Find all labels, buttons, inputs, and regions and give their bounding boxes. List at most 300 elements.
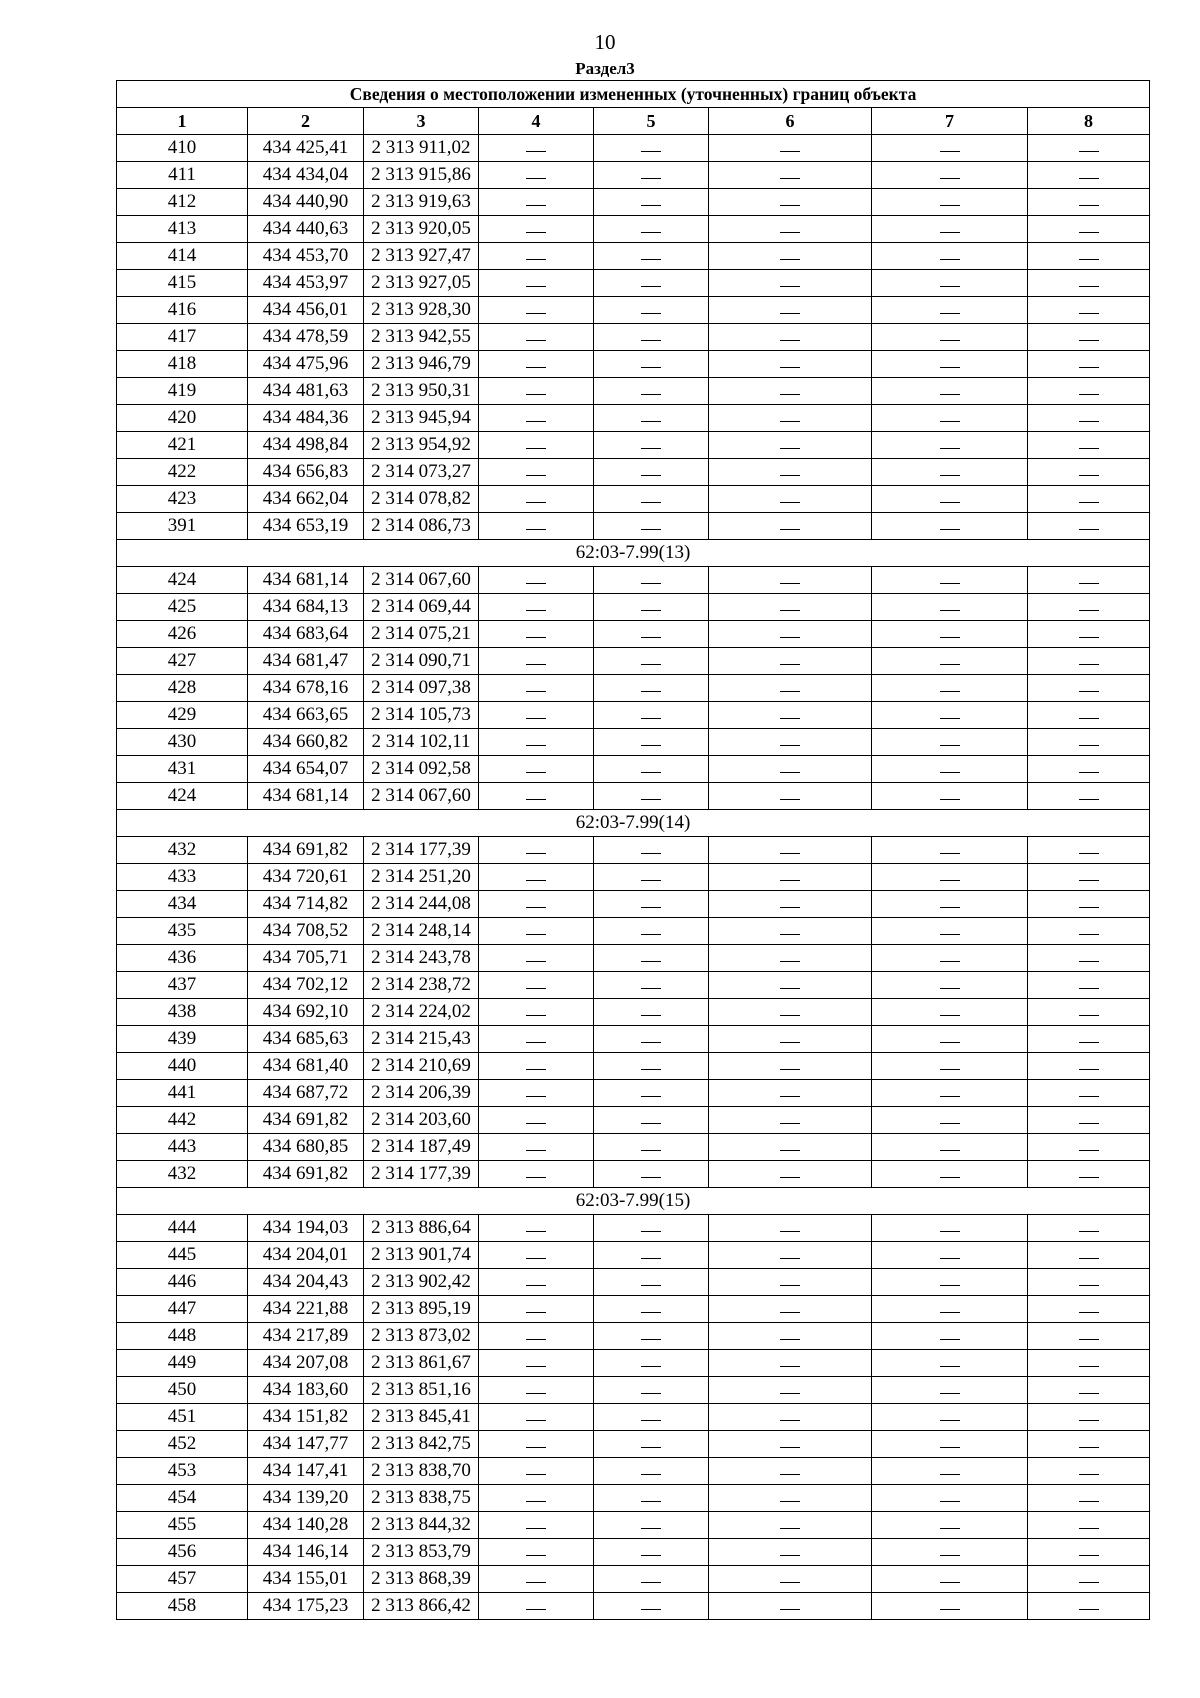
x-coordinate-cell: 434 498,84 bbox=[248, 432, 364, 459]
x-coordinate-cell: 434 653,19 bbox=[248, 513, 364, 540]
empty-value-cell bbox=[479, 243, 594, 270]
empty-value-cell bbox=[709, 1512, 872, 1539]
empty-value-dash bbox=[780, 691, 800, 692]
empty-value-dash bbox=[780, 799, 800, 800]
column-header: 1 bbox=[117, 108, 248, 135]
y-coordinate-cell: 2 314 067,60 bbox=[364, 567, 479, 594]
empty-value-cell bbox=[594, 621, 709, 648]
empty-value-dash bbox=[641, 421, 661, 422]
column-header: 2 bbox=[248, 108, 364, 135]
empty-value-cell bbox=[479, 1269, 594, 1296]
empty-value-cell bbox=[594, 567, 709, 594]
empty-value-cell bbox=[1028, 594, 1150, 621]
empty-value-dash bbox=[526, 853, 546, 854]
empty-value-cell bbox=[479, 1566, 594, 1593]
empty-value-dash bbox=[1079, 421, 1099, 422]
empty-value-dash bbox=[1079, 664, 1099, 665]
y-coordinate-cell: 2 313 851,16 bbox=[364, 1377, 479, 1404]
column-header: 8 bbox=[1028, 108, 1150, 135]
empty-value-cell bbox=[709, 1404, 872, 1431]
empty-value-dash bbox=[641, 286, 661, 287]
empty-value-dash bbox=[526, 691, 546, 692]
x-coordinate-cell: 434 456,01 bbox=[248, 297, 364, 324]
empty-value-dash bbox=[526, 1501, 546, 1502]
y-coordinate-cell: 2 313 942,55 bbox=[364, 324, 479, 351]
empty-value-cell bbox=[872, 837, 1028, 864]
empty-value-cell bbox=[479, 837, 594, 864]
y-coordinate-cell: 2 314 243,78 bbox=[364, 945, 479, 972]
empty-value-cell bbox=[709, 864, 872, 891]
empty-value-dash bbox=[940, 1528, 960, 1529]
empty-value-cell bbox=[1028, 513, 1150, 540]
point-number-cell: 434 bbox=[117, 891, 248, 918]
empty-value-dash bbox=[641, 1015, 661, 1016]
empty-value-cell bbox=[1028, 405, 1150, 432]
empty-value-cell bbox=[594, 999, 709, 1026]
y-coordinate-cell: 2 314 075,21 bbox=[364, 621, 479, 648]
empty-value-dash bbox=[641, 1285, 661, 1286]
x-coordinate-cell: 434 708,52 bbox=[248, 918, 364, 945]
empty-value-dash bbox=[526, 1069, 546, 1070]
empty-value-cell bbox=[1028, 837, 1150, 864]
y-coordinate-cell: 2 314 073,27 bbox=[364, 459, 479, 486]
empty-value-cell bbox=[479, 729, 594, 756]
empty-value-dash bbox=[1079, 880, 1099, 881]
y-coordinate-cell: 2 314 097,38 bbox=[364, 675, 479, 702]
empty-value-cell bbox=[709, 1485, 872, 1512]
y-coordinate-cell: 2 314 177,39 bbox=[364, 837, 479, 864]
empty-value-cell bbox=[594, 324, 709, 351]
empty-value-cell bbox=[872, 1323, 1028, 1350]
empty-value-cell bbox=[479, 999, 594, 1026]
empty-value-dash bbox=[641, 1366, 661, 1367]
x-coordinate-cell: 434 155,01 bbox=[248, 1566, 364, 1593]
x-coordinate-cell: 434 662,04 bbox=[248, 486, 364, 513]
empty-value-dash bbox=[780, 502, 800, 503]
empty-value-cell bbox=[709, 594, 872, 621]
point-number-cell: 411 bbox=[117, 162, 248, 189]
empty-value-dash bbox=[641, 637, 661, 638]
empty-value-dash bbox=[526, 475, 546, 476]
y-coordinate-cell: 2 313 845,41 bbox=[364, 1404, 479, 1431]
x-coordinate-cell: 434 663,65 bbox=[248, 702, 364, 729]
empty-value-dash bbox=[641, 880, 661, 881]
point-number-cell: 457 bbox=[117, 1566, 248, 1593]
group-label: 62:03-7.99(13) bbox=[117, 540, 1150, 567]
empty-value-cell bbox=[1028, 756, 1150, 783]
empty-value-cell bbox=[1028, 1242, 1150, 1269]
empty-value-cell bbox=[872, 567, 1028, 594]
empty-value-cell bbox=[709, 243, 872, 270]
empty-value-dash bbox=[780, 961, 800, 962]
column-header: 7 bbox=[872, 108, 1028, 135]
empty-value-dash bbox=[780, 988, 800, 989]
empty-value-cell bbox=[594, 216, 709, 243]
empty-value-dash bbox=[940, 934, 960, 935]
empty-value-cell bbox=[709, 432, 872, 459]
empty-value-cell bbox=[872, 1350, 1028, 1377]
table-row bbox=[117, 513, 1150, 540]
empty-value-cell bbox=[479, 1593, 594, 1620]
empty-value-cell bbox=[594, 513, 709, 540]
point-number-cell: 416 bbox=[117, 297, 248, 324]
empty-value-dash bbox=[780, 583, 800, 584]
empty-value-dash bbox=[526, 745, 546, 746]
empty-value-dash bbox=[526, 1177, 546, 1178]
empty-value-cell bbox=[594, 1323, 709, 1350]
empty-value-dash bbox=[780, 1528, 800, 1529]
x-coordinate-cell: 434 720,61 bbox=[248, 864, 364, 891]
column-header: 4 bbox=[479, 108, 594, 135]
empty-value-cell bbox=[1028, 1026, 1150, 1053]
empty-value-dash bbox=[780, 529, 800, 530]
empty-value-dash bbox=[940, 1366, 960, 1367]
empty-value-dash bbox=[940, 853, 960, 854]
table-row bbox=[117, 702, 1150, 729]
x-coordinate-cell: 434 183,60 bbox=[248, 1377, 364, 1404]
table-row bbox=[117, 270, 1150, 297]
empty-value-dash bbox=[1079, 907, 1099, 908]
empty-value-dash bbox=[641, 799, 661, 800]
empty-value-cell bbox=[872, 513, 1028, 540]
empty-value-cell bbox=[594, 1161, 709, 1188]
empty-value-cell bbox=[479, 702, 594, 729]
empty-value-dash bbox=[526, 1393, 546, 1394]
empty-value-dash bbox=[940, 475, 960, 476]
table-row bbox=[117, 783, 1150, 810]
empty-value-cell bbox=[709, 567, 872, 594]
empty-value-dash bbox=[940, 637, 960, 638]
empty-value-dash bbox=[780, 1042, 800, 1043]
empty-value-cell bbox=[594, 405, 709, 432]
empty-value-cell bbox=[872, 162, 1028, 189]
empty-value-cell bbox=[872, 459, 1028, 486]
y-coordinate-cell: 2 314 203,60 bbox=[364, 1107, 479, 1134]
empty-value-dash bbox=[940, 421, 960, 422]
empty-value-dash bbox=[940, 205, 960, 206]
empty-value-cell bbox=[709, 1458, 872, 1485]
empty-value-cell bbox=[709, 918, 872, 945]
empty-value-dash bbox=[1079, 475, 1099, 476]
empty-value-dash bbox=[1079, 1015, 1099, 1016]
empty-value-cell bbox=[872, 297, 1028, 324]
table-row bbox=[117, 1458, 1150, 1485]
table-row bbox=[117, 972, 1150, 999]
empty-value-dash bbox=[940, 1555, 960, 1556]
empty-value-cell bbox=[479, 594, 594, 621]
empty-value-dash bbox=[1079, 1420, 1099, 1421]
empty-value-dash bbox=[940, 286, 960, 287]
point-number-cell: 452 bbox=[117, 1431, 248, 1458]
empty-value-cell bbox=[872, 1404, 1028, 1431]
y-coordinate-cell: 2 313 866,42 bbox=[364, 1593, 479, 1620]
empty-value-dash bbox=[526, 1123, 546, 1124]
empty-value-dash bbox=[641, 610, 661, 611]
empty-value-dash bbox=[526, 448, 546, 449]
empty-value-cell bbox=[594, 702, 709, 729]
y-coordinate-cell: 2 314 067,60 bbox=[364, 783, 479, 810]
empty-value-cell bbox=[709, 1242, 872, 1269]
empty-value-cell bbox=[709, 1026, 872, 1053]
empty-value-cell bbox=[594, 297, 709, 324]
empty-value-cell bbox=[594, 918, 709, 945]
x-coordinate-cell: 434 691,82 bbox=[248, 837, 364, 864]
empty-value-cell bbox=[872, 1458, 1028, 1485]
empty-value-dash bbox=[780, 853, 800, 854]
empty-value-cell bbox=[1028, 1593, 1150, 1620]
point-number-cell: 440 bbox=[117, 1053, 248, 1080]
empty-value-dash bbox=[780, 1096, 800, 1097]
empty-value-dash bbox=[641, 1501, 661, 1502]
empty-value-dash bbox=[780, 1123, 800, 1124]
empty-value-cell bbox=[479, 1053, 594, 1080]
empty-value-dash bbox=[526, 664, 546, 665]
table-row bbox=[117, 216, 1150, 243]
empty-value-cell bbox=[872, 351, 1028, 378]
point-number-cell: 420 bbox=[117, 405, 248, 432]
empty-value-cell bbox=[479, 1134, 594, 1161]
point-number-cell: 437 bbox=[117, 972, 248, 999]
empty-value-dash bbox=[526, 1231, 546, 1232]
empty-value-cell bbox=[479, 378, 594, 405]
table-row bbox=[117, 891, 1150, 918]
x-coordinate-cell: 434 656,83 bbox=[248, 459, 364, 486]
empty-value-dash bbox=[526, 151, 546, 152]
empty-value-cell bbox=[1028, 621, 1150, 648]
empty-value-cell bbox=[872, 1215, 1028, 1242]
y-coordinate-cell: 2 313 919,63 bbox=[364, 189, 479, 216]
empty-value-cell bbox=[594, 945, 709, 972]
empty-value-dash bbox=[940, 448, 960, 449]
point-number-cell: 451 bbox=[117, 1404, 248, 1431]
empty-value-dash bbox=[526, 1474, 546, 1475]
point-number-cell: 424 bbox=[117, 783, 248, 810]
empty-value-cell bbox=[594, 972, 709, 999]
empty-value-cell bbox=[872, 378, 1028, 405]
empty-value-dash bbox=[780, 232, 800, 233]
empty-value-dash bbox=[940, 1069, 960, 1070]
empty-value-cell bbox=[872, 270, 1028, 297]
empty-value-dash bbox=[1079, 1501, 1099, 1502]
empty-value-dash bbox=[940, 1582, 960, 1583]
empty-value-cell bbox=[1028, 486, 1150, 513]
empty-value-cell bbox=[479, 216, 594, 243]
empty-value-dash bbox=[1079, 1366, 1099, 1367]
empty-value-dash bbox=[780, 448, 800, 449]
point-number-cell: 444 bbox=[117, 1215, 248, 1242]
empty-value-dash bbox=[1079, 1339, 1099, 1340]
empty-value-dash bbox=[526, 637, 546, 638]
empty-value-cell bbox=[709, 1161, 872, 1188]
empty-value-dash bbox=[940, 988, 960, 989]
empty-value-cell bbox=[594, 459, 709, 486]
point-number-cell: 410 bbox=[117, 135, 248, 162]
group-header-row bbox=[117, 540, 1150, 567]
empty-value-dash bbox=[780, 934, 800, 935]
y-coordinate-cell: 2 314 090,71 bbox=[364, 648, 479, 675]
empty-value-cell bbox=[1028, 243, 1150, 270]
empty-value-dash bbox=[1079, 394, 1099, 395]
page-number: 10 bbox=[594, 30, 616, 54]
empty-value-dash bbox=[526, 1528, 546, 1529]
x-coordinate-cell: 434 453,97 bbox=[248, 270, 364, 297]
point-number-cell: 438 bbox=[117, 999, 248, 1026]
empty-value-dash bbox=[526, 1312, 546, 1313]
empty-value-dash bbox=[940, 1609, 960, 1610]
empty-value-cell bbox=[594, 378, 709, 405]
empty-value-dash bbox=[1079, 718, 1099, 719]
empty-value-dash bbox=[1079, 610, 1099, 611]
empty-value-dash bbox=[780, 205, 800, 206]
empty-value-cell bbox=[594, 1134, 709, 1161]
empty-value-dash bbox=[641, 718, 661, 719]
y-coordinate-cell: 2 313 945,94 bbox=[364, 405, 479, 432]
empty-value-cell bbox=[709, 324, 872, 351]
point-number-cell: 456 bbox=[117, 1539, 248, 1566]
empty-value-cell bbox=[1028, 945, 1150, 972]
empty-value-cell bbox=[594, 837, 709, 864]
empty-value-dash bbox=[526, 1582, 546, 1583]
table-row bbox=[117, 1026, 1150, 1053]
column-header-row bbox=[117, 108, 1150, 135]
empty-value-cell bbox=[872, 1566, 1028, 1593]
empty-value-dash bbox=[940, 502, 960, 503]
empty-value-cell bbox=[872, 1377, 1028, 1404]
empty-value-dash bbox=[526, 934, 546, 935]
empty-value-cell bbox=[1028, 1215, 1150, 1242]
empty-value-dash bbox=[641, 475, 661, 476]
table-row bbox=[117, 864, 1150, 891]
empty-value-cell bbox=[1028, 459, 1150, 486]
empty-value-cell bbox=[594, 486, 709, 513]
table-row bbox=[117, 1161, 1150, 1188]
empty-value-cell bbox=[594, 1458, 709, 1485]
empty-value-dash bbox=[780, 1474, 800, 1475]
empty-value-dash bbox=[940, 394, 960, 395]
empty-value-cell bbox=[872, 1296, 1028, 1323]
empty-value-dash bbox=[526, 178, 546, 179]
empty-value-cell bbox=[709, 297, 872, 324]
point-number-cell: 419 bbox=[117, 378, 248, 405]
empty-value-cell bbox=[594, 270, 709, 297]
empty-value-dash bbox=[940, 1015, 960, 1016]
empty-value-cell bbox=[1028, 1566, 1150, 1593]
table-row bbox=[117, 1296, 1150, 1323]
empty-value-dash bbox=[1079, 1285, 1099, 1286]
empty-value-dash bbox=[940, 1393, 960, 1394]
empty-value-cell bbox=[872, 756, 1028, 783]
empty-value-cell bbox=[594, 1539, 709, 1566]
empty-value-cell bbox=[1028, 1350, 1150, 1377]
empty-value-cell bbox=[709, 216, 872, 243]
x-coordinate-cell: 434 654,07 bbox=[248, 756, 364, 783]
table-row bbox=[117, 1593, 1150, 1620]
empty-value-dash bbox=[780, 1609, 800, 1610]
y-coordinate-cell: 2 313 946,79 bbox=[364, 351, 479, 378]
empty-value-dash bbox=[526, 394, 546, 395]
empty-value-cell bbox=[709, 1566, 872, 1593]
empty-value-cell bbox=[479, 1485, 594, 1512]
table-row bbox=[117, 1080, 1150, 1107]
empty-value-dash bbox=[526, 772, 546, 773]
x-coordinate-cell: 434 175,23 bbox=[248, 1593, 364, 1620]
empty-value-cell bbox=[479, 756, 594, 783]
x-coordinate-cell: 434 680,85 bbox=[248, 1134, 364, 1161]
empty-value-dash bbox=[1079, 313, 1099, 314]
empty-value-cell bbox=[709, 837, 872, 864]
point-number-cell: 458 bbox=[117, 1593, 248, 1620]
empty-value-dash bbox=[526, 1366, 546, 1367]
empty-value-cell bbox=[1028, 1107, 1150, 1134]
empty-value-cell bbox=[1028, 162, 1150, 189]
empty-value-cell bbox=[594, 864, 709, 891]
empty-value-dash bbox=[641, 1069, 661, 1070]
empty-value-cell bbox=[872, 1593, 1028, 1620]
empty-value-cell bbox=[1028, 702, 1150, 729]
point-number-cell: 429 bbox=[117, 702, 248, 729]
empty-value-cell bbox=[872, 405, 1028, 432]
empty-value-dash bbox=[1079, 1150, 1099, 1151]
empty-value-cell bbox=[872, 1242, 1028, 1269]
table-row bbox=[117, 594, 1150, 621]
table-row bbox=[117, 135, 1150, 162]
table-row bbox=[117, 1431, 1150, 1458]
empty-value-cell bbox=[479, 1107, 594, 1134]
empty-value-dash bbox=[1079, 502, 1099, 503]
empty-value-cell bbox=[1028, 1512, 1150, 1539]
empty-value-dash bbox=[526, 907, 546, 908]
empty-value-cell bbox=[872, 999, 1028, 1026]
empty-value-cell bbox=[479, 945, 594, 972]
empty-value-dash bbox=[641, 1042, 661, 1043]
empty-value-dash bbox=[526, 610, 546, 611]
empty-value-dash bbox=[940, 1123, 960, 1124]
empty-value-cell bbox=[1028, 648, 1150, 675]
empty-value-dash bbox=[940, 1312, 960, 1313]
empty-value-dash bbox=[526, 880, 546, 881]
empty-value-cell bbox=[872, 324, 1028, 351]
empty-value-dash bbox=[641, 1582, 661, 1583]
empty-value-dash bbox=[780, 475, 800, 476]
x-coordinate-cell: 434 681,40 bbox=[248, 1053, 364, 1080]
empty-value-dash bbox=[940, 1501, 960, 1502]
table-row bbox=[117, 297, 1150, 324]
empty-value-dash bbox=[641, 853, 661, 854]
x-coordinate-cell: 434 683,64 bbox=[248, 621, 364, 648]
empty-value-cell bbox=[709, 1377, 872, 1404]
y-coordinate-cell: 2 313 901,74 bbox=[364, 1242, 479, 1269]
empty-value-cell bbox=[1028, 432, 1150, 459]
empty-value-cell bbox=[479, 783, 594, 810]
table-caption: Сведения о местоположении измененных (уточненных) границ объекта bbox=[117, 81, 1150, 108]
empty-value-cell bbox=[872, 1134, 1028, 1161]
table-row bbox=[117, 1404, 1150, 1431]
empty-value-dash bbox=[526, 340, 546, 341]
empty-value-dash bbox=[526, 529, 546, 530]
y-coordinate-cell: 2 314 251,20 bbox=[364, 864, 479, 891]
empty-value-dash bbox=[641, 907, 661, 908]
empty-value-dash bbox=[1079, 1555, 1099, 1556]
empty-value-dash bbox=[1079, 1447, 1099, 1448]
point-number-cell: 431 bbox=[117, 756, 248, 783]
empty-value-cell bbox=[594, 1350, 709, 1377]
x-coordinate-cell: 434 481,63 bbox=[248, 378, 364, 405]
empty-value-cell bbox=[872, 945, 1028, 972]
empty-value-dash bbox=[940, 1474, 960, 1475]
empty-value-dash bbox=[526, 1015, 546, 1016]
empty-value-dash bbox=[526, 988, 546, 989]
table-row bbox=[117, 162, 1150, 189]
